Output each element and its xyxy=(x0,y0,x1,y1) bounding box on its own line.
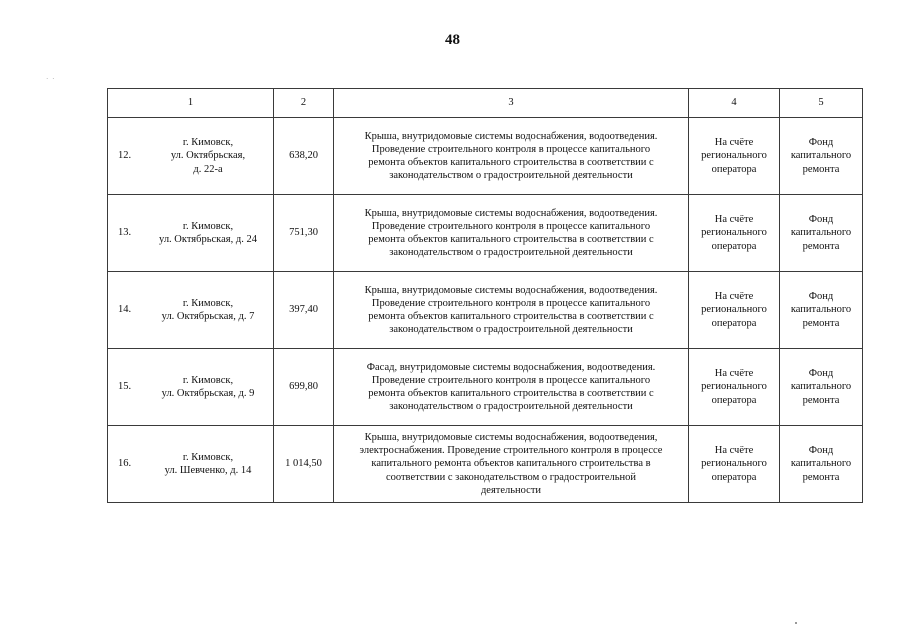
table-row xyxy=(108,195,863,272)
area-cell: 699,80 xyxy=(274,349,334,426)
header-row xyxy=(108,89,863,118)
fund-cell xyxy=(780,118,863,195)
fund-line: Фонд xyxy=(808,445,834,457)
works-line: Проведение строительного контроля в процессе капитального xyxy=(371,374,651,386)
fund-line: капитального xyxy=(790,304,852,316)
address-line: г. Кимовск, xyxy=(182,220,234,232)
account-line: На счёте xyxy=(714,368,754,380)
object-cell xyxy=(108,272,274,349)
works-line: деятельности xyxy=(480,484,542,496)
works-line: Крыша, внутридомовые системы водоснабжения, водоотведения. xyxy=(364,284,658,296)
address-line: ул. Октябрьская, д. 7 xyxy=(161,311,255,322)
works-cell xyxy=(334,426,689,503)
table-row xyxy=(108,349,863,426)
works-line: Крыша, внутридомовые системы водоснабжения, водоотведения. xyxy=(364,130,658,142)
area-cell: 751,30 xyxy=(274,195,334,272)
row-number: 13. xyxy=(118,227,132,239)
fund-line: ремонта xyxy=(802,240,840,252)
account-cell xyxy=(689,272,780,349)
fund-line: ремонта xyxy=(802,163,840,175)
account-line: На счёте xyxy=(714,291,754,303)
works-line: ремонта объектов капитального строительства в соответствии с xyxy=(368,311,654,322)
table-body xyxy=(108,89,863,503)
works-line: Проведение строительного контроля в процессе капитального xyxy=(371,297,651,309)
row-number: 15. xyxy=(118,381,132,393)
object-cell xyxy=(108,195,274,272)
fund-line: ремонта xyxy=(802,317,840,329)
fund-line: капитального xyxy=(790,227,852,239)
fund-cell xyxy=(780,195,863,272)
address-line: ул. Октябрьская, д. 24 xyxy=(159,234,257,245)
fund-line: ремонта xyxy=(802,394,840,406)
works-line: ремонта объектов капитального строительства в соответствии с xyxy=(368,157,654,168)
account-line: регионального xyxy=(701,304,767,316)
account-line: регионального xyxy=(701,150,767,162)
works-line: Крыша, внутридомовые системы водоснабжения, водоотведения, xyxy=(364,431,658,443)
address-line: г. Кимовск, xyxy=(182,374,234,386)
header-cell-2: 2 xyxy=(274,89,334,118)
address-line: д. 22-а xyxy=(193,163,223,175)
works-line: законодательством о градостроительной деятельности xyxy=(389,401,633,413)
fund-line: капитального xyxy=(790,458,852,470)
address-line: ул. Шевченко, д. 14 xyxy=(164,465,252,476)
account-line: оператора xyxy=(711,471,757,483)
area-cell: 397,40 xyxy=(274,272,334,349)
address-line: г. Кимовск, xyxy=(182,137,234,149)
account-line: регионального xyxy=(701,458,767,470)
address xyxy=(152,374,264,400)
account-line: На счёте xyxy=(714,214,754,226)
fund-line: Фонд xyxy=(808,214,834,226)
area-cell: 1 014,50 xyxy=(274,426,334,503)
page-number: 48 xyxy=(445,32,460,48)
works-line: законодательством о градостроительной деятельности xyxy=(389,247,633,259)
account-line: оператора xyxy=(711,240,757,252)
works-line: Проведение строительного контроля в процессе капитального xyxy=(371,143,651,155)
fund-cell xyxy=(780,426,863,503)
header-cell-3: 3 xyxy=(334,89,689,118)
scan-artifact: · · xyxy=(46,75,56,83)
address-line: ул. Октябрьская, д. 9 xyxy=(161,388,255,399)
header-cell-4: 4 xyxy=(689,89,780,118)
account-line: На счёте xyxy=(714,445,754,457)
works-line: Крыша, внутридомовые системы водоснабжения, водоотведения. xyxy=(364,207,658,219)
fund-line: Фонд xyxy=(808,368,834,380)
address-line: г. Кимовск, xyxy=(182,297,234,309)
works-line: капитального ремонта объектов капитального строительства в xyxy=(371,458,651,470)
works-cell xyxy=(334,118,689,195)
header-cell-5: 5 xyxy=(780,89,863,118)
row-number: 14. xyxy=(118,304,132,316)
works-line: законодательством о градостроительной деятельности xyxy=(389,324,633,336)
works-line: законодательством о градостроительной деятельности xyxy=(389,170,633,182)
works-cell xyxy=(334,272,689,349)
address-line: ул. Октябрьская, xyxy=(170,150,246,162)
area-cell: 638,20 xyxy=(274,118,334,195)
table-row xyxy=(108,272,863,349)
account-line: оператора xyxy=(711,394,757,406)
table-row xyxy=(108,118,863,195)
account-cell xyxy=(689,426,780,503)
works-cell xyxy=(334,195,689,272)
account-cell xyxy=(689,118,780,195)
account-line: регионального xyxy=(701,227,767,239)
table-row xyxy=(108,426,863,503)
fund-line: Фонд xyxy=(808,291,834,303)
header-cell-1: 1 xyxy=(108,89,274,118)
account-cell xyxy=(689,349,780,426)
fund-cell xyxy=(780,272,863,349)
fund-line: ремонта xyxy=(802,471,840,483)
row-number: 12. xyxy=(118,150,132,162)
account-cell xyxy=(689,195,780,272)
row-number: 16. xyxy=(118,458,132,470)
works-line: соответствии с законодательством о градостроительной xyxy=(385,471,637,483)
works-line: ремонта объектов капитального строительства в соответствии с xyxy=(368,388,654,399)
works-cell xyxy=(334,349,689,426)
works-line: Фасад, внутридомовые системы водоснабжения, водоотведения. xyxy=(366,361,656,373)
object-cell xyxy=(108,118,274,195)
fund-line: Фонд xyxy=(808,137,834,149)
object-cell xyxy=(108,349,274,426)
address xyxy=(152,297,264,323)
account-line: На счёте xyxy=(714,137,754,149)
account-line: оператора xyxy=(711,317,757,329)
works-line: ремонта объектов капитального строительства в соответствии с xyxy=(368,234,654,245)
fund-line: капитального xyxy=(790,381,852,393)
object-cell xyxy=(108,426,274,503)
address xyxy=(152,220,264,246)
address-line: г. Кимовск, xyxy=(182,451,234,463)
fund-line: капитального xyxy=(790,150,852,162)
fund-cell xyxy=(780,349,863,426)
address xyxy=(152,136,264,176)
scan-artifact-dot xyxy=(795,622,797,624)
works-line: Проведение строительного контроля в процессе капитального xyxy=(371,220,651,232)
repair-table xyxy=(107,88,863,503)
works-line: электроснабжения. Проведение строительного контроля в процессе xyxy=(359,445,663,457)
account-line: регионального xyxy=(701,381,767,393)
account-line: оператора xyxy=(711,163,757,175)
address xyxy=(152,451,264,477)
